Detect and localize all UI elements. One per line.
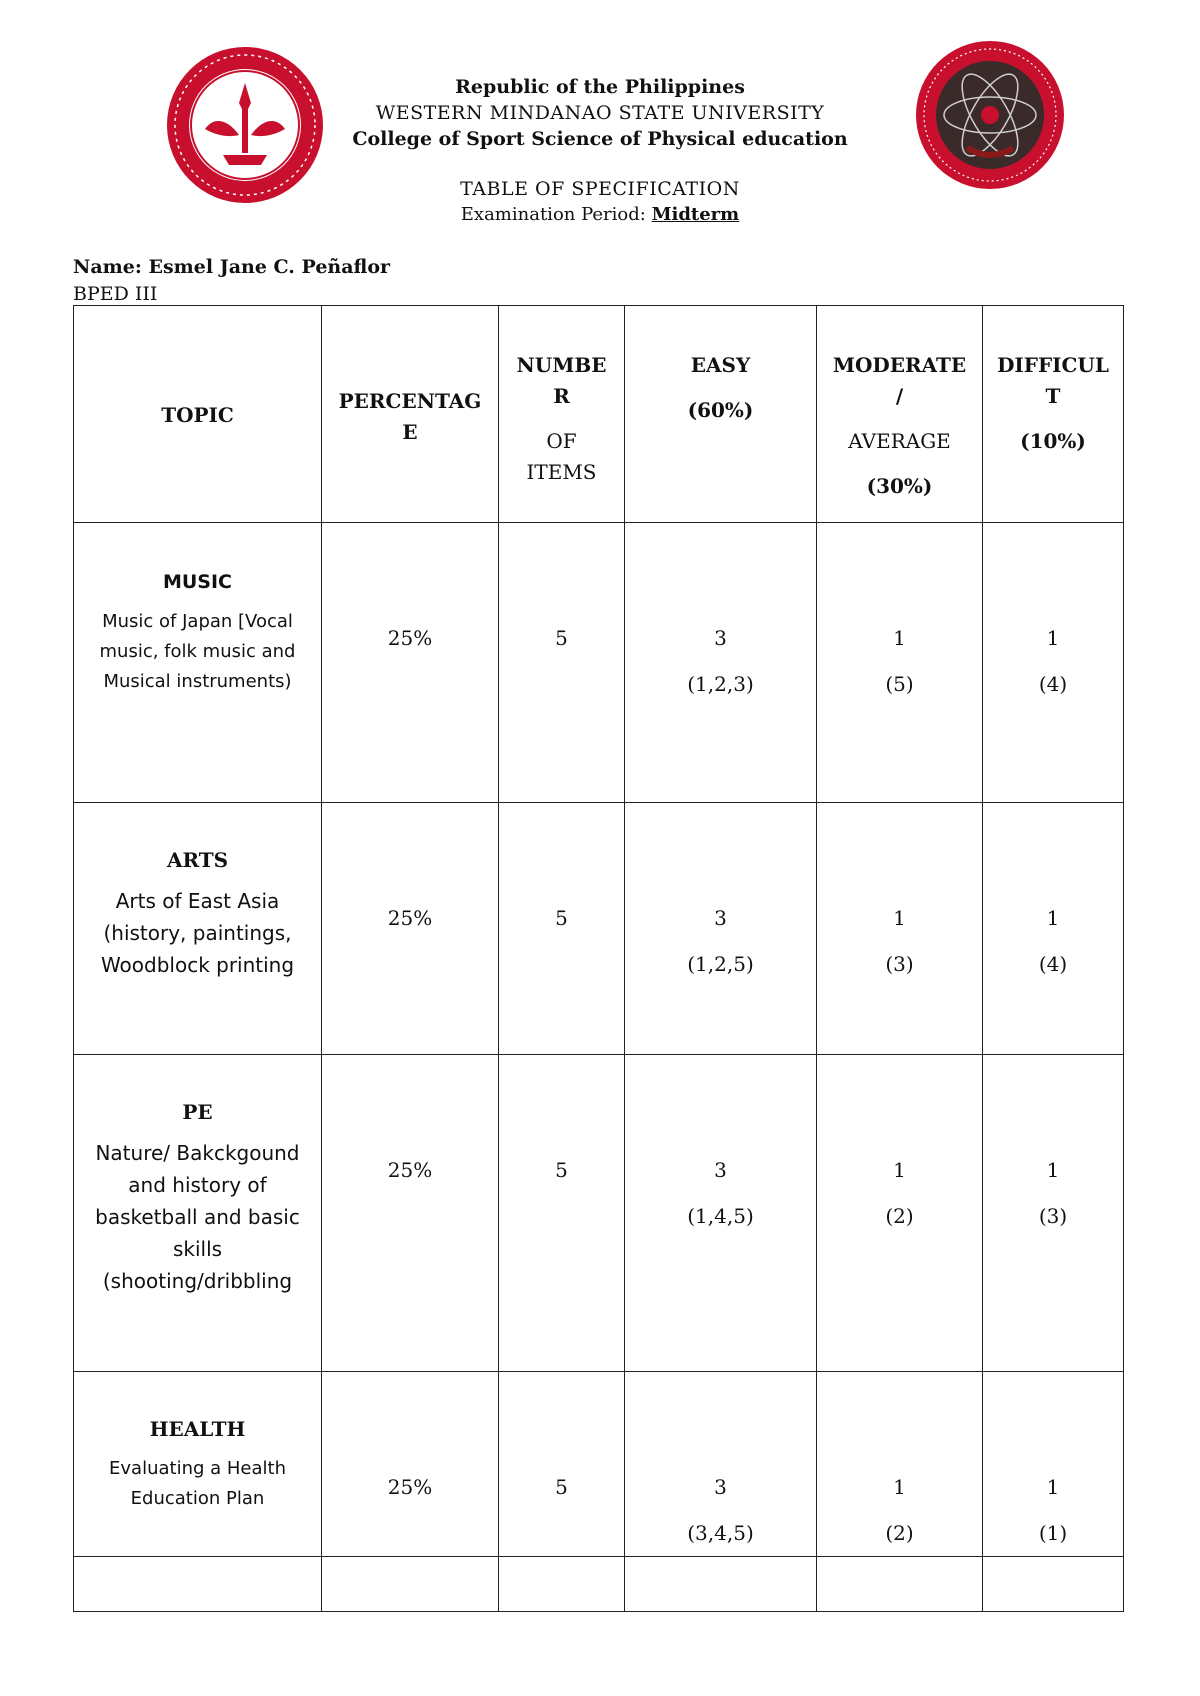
header-topic: TOPIC [74, 306, 322, 523]
topic-description: Music of Japan [Vocal music, folk music and Musical instruments) [99, 611, 296, 692]
empty-cell [499, 1557, 625, 1612]
table-row [74, 803, 1124, 1055]
student-name: Name: Esmel Jane C. Peñaflor [73, 256, 391, 278]
header-percentage: PERCENTAG E [322, 306, 499, 523]
table-header-row [74, 306, 1124, 523]
table-row [74, 523, 1124, 803]
topic-title: MUSIC [162, 571, 233, 593]
student-course: BPED III [73, 283, 158, 305]
header-republic: Republic of the Philippines [455, 76, 745, 98]
header-easy: EASY (60%) [625, 306, 817, 523]
difficult-cell: 1 (4) [983, 523, 1124, 803]
topic-title: HEALTH [149, 1417, 246, 1441]
moderate-cell: 1 (3) [817, 803, 983, 1055]
table-row-empty [74, 1557, 1124, 1612]
empty-cell [625, 1557, 817, 1612]
difficult-cell: 1 (1) [983, 1372, 1124, 1557]
topic-description: Nature/ Bakckgound and history of basketball and basic skills (shooting/dribbling [95, 1141, 300, 1293]
moderate-cell: 1 (2) [817, 1372, 983, 1557]
specification-table [73, 305, 1124, 1612]
topic-title: PE [182, 1100, 213, 1124]
items-cell: 5 [499, 1372, 625, 1557]
items-cell: 5 [499, 523, 625, 803]
header-difficult: DIFFICUL T (10%) [983, 306, 1124, 523]
topic-description: Arts of East Asia (history, paintings, Woodblock printing [100, 889, 295, 977]
header-number-of-items: NUMBE R OF ITEMS [499, 306, 625, 523]
easy-cell: 3 (3,4,5) [625, 1372, 817, 1557]
header-university: WESTERN MINDANAO STATE UNIVERSITY [375, 102, 825, 124]
exam-period-label: Examination Period: [460, 204, 652, 225]
empty-cell [74, 1557, 322, 1612]
empty-cell [983, 1557, 1124, 1612]
table-row [74, 1372, 1124, 1557]
items-cell: 5 [499, 1055, 625, 1372]
exam-period [300, 202, 900, 228]
topic-description: Evaluating a Health Education Plan [109, 1458, 286, 1509]
empty-cell [817, 1557, 983, 1612]
topic-cell [74, 1055, 322, 1372]
topic-cell [74, 1372, 322, 1557]
percentage-cell: 25% [322, 1055, 499, 1372]
moderate-cell: 1 (5) [817, 523, 983, 803]
topic-cell [74, 523, 322, 803]
easy-cell: 3 (1,4,5) [625, 1055, 817, 1372]
difficult-cell: 1 (4) [983, 803, 1124, 1055]
percentage-cell: 25% [322, 523, 499, 803]
header-college: College of Sport Science of Physical education [352, 128, 848, 150]
table-row [74, 1055, 1124, 1372]
ccssp-seal-icon [915, 40, 1065, 190]
percentage-cell: 25% [322, 1372, 499, 1557]
topic-cell [74, 803, 322, 1055]
document-title: TABLE OF SPECIFICATION [460, 178, 740, 200]
document-header [300, 74, 900, 228]
percentage-cell: 25% [322, 803, 499, 1055]
header-moderate: MODERATE / AVERAGE (30%) [817, 306, 983, 523]
moderate-cell: 1 (2) [817, 1055, 983, 1372]
difficult-cell: 1 (3) [983, 1055, 1124, 1372]
easy-cell: 3 (1,2,3) [625, 523, 817, 803]
empty-cell [322, 1557, 499, 1612]
exam-period-value: Midterm [651, 204, 740, 225]
items-cell: 5 [499, 803, 625, 1055]
topic-title: ARTS [166, 848, 229, 872]
easy-cell: 3 (1,2,5) [625, 803, 817, 1055]
